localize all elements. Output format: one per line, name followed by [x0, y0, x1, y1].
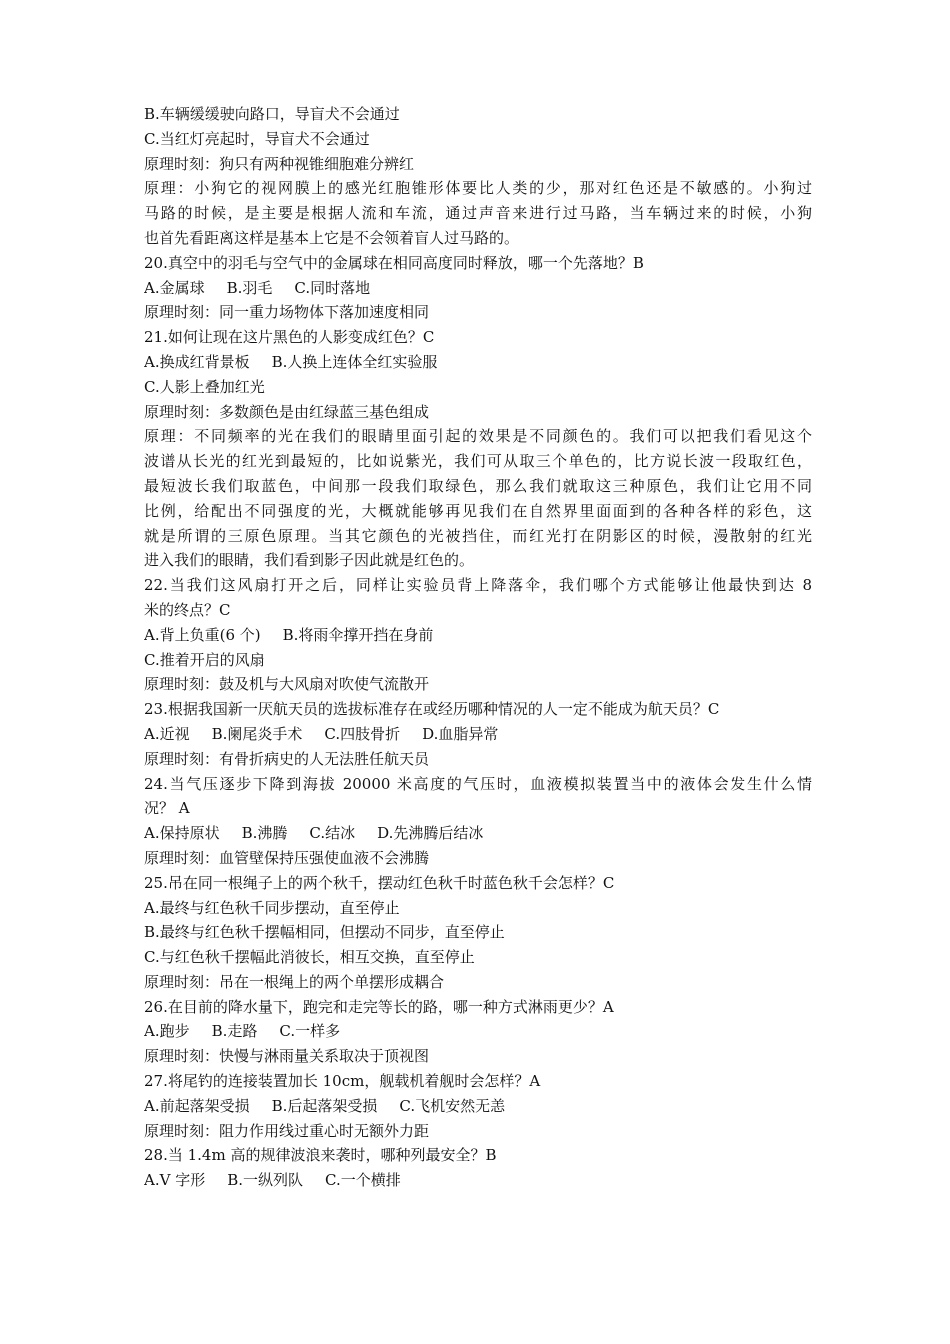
text-line: 原理时刻：多数颜色是由红绿蓝三基色组成	[144, 402, 430, 421]
options-line	[144, 722, 812, 747]
answer-option: B.阑尾炎手术	[211, 724, 303, 743]
text-line: 原理时刻：狗只有两种视锥细胞难分辨红	[144, 154, 415, 173]
text-line: C.当红灯亮起时，导盲犬不会通过	[144, 129, 370, 148]
text-line: 21.如何让现在这片黑色的人影变成红色？C	[144, 328, 435, 347]
text-line: 24.当气压逐步下降到海拔 20000 米高度的气压时，血液模拟装置当中的液体会发生什么情	[144, 774, 812, 793]
answer-option: A.背上负重(6 个)	[144, 625, 261, 644]
text-line: 原理：小狗它的视网膜上的感光红胞锥形体要比人类的少，那对红色还是不敏感的。小狗过	[144, 179, 812, 198]
options-line	[144, 623, 812, 648]
answer-option: A.近视	[144, 724, 190, 743]
options-line	[144, 350, 812, 375]
answer-option: B.沸腾	[241, 824, 288, 843]
answer-option: A.换成红背景板	[144, 352, 250, 371]
text-line: C.人影上叠加红光	[144, 377, 265, 396]
options-line	[144, 821, 812, 846]
text-line: 原理时刻：快慢与淋雨量关系取决于顶视图	[144, 1047, 430, 1066]
text-line: 原理时刻：血管壁保持压强使血液不会沸腾	[144, 848, 430, 867]
text-line: 也首先看距离这样是基本上它是不会领着盲人过马路的。	[144, 228, 520, 247]
options-line	[144, 1168, 812, 1193]
answer-option: A.金属球	[144, 278, 205, 297]
text-line: B.车辆缓缓驶向路口，导盲犬不会通过	[144, 105, 400, 123]
answer-option: B.将雨伞撑开挡在身前	[282, 625, 434, 644]
text-line: 原理时刻：同一重力场物体下落加速度相同	[144, 303, 430, 322]
text-line: B.最终与红色秋千摆幅相同，但摆动不同步，直至停止	[144, 923, 505, 942]
options-line	[144, 1019, 812, 1044]
text-line: 原理时刻：鼓及机与大风扇对吹使气流散开	[144, 675, 430, 694]
answer-option: C.一样多	[279, 1022, 341, 1041]
text-line: 28.当 1.4m 高的规律波浪来袭时，哪种列最安全？B	[144, 1146, 497, 1165]
answer-option: B.羽毛	[226, 278, 273, 297]
text-line: 原理时刻：吊在一根绳上的两个单摆形成耦合	[144, 972, 445, 991]
answer-option: A.跑步	[144, 1022, 190, 1041]
text-line: A.最终与红色秋千同步摆动，直至停止	[144, 898, 400, 917]
text-line: 马路的时候，是主要是根据人流和车流，通过声音来进行过马路，当车辆过来的时候，小狗	[144, 204, 812, 223]
answer-option: B.走路	[211, 1022, 258, 1041]
document-body	[144, 102, 812, 1193]
text-line: 况？ A	[144, 799, 190, 818]
answer-option: C.一个横排	[325, 1171, 401, 1190]
text-line: 27.将尾钓的连接装置加长 10cm，舰载机着舰时会怎样？A	[144, 1072, 541, 1091]
answer-option: B.一纵列队	[227, 1171, 303, 1190]
text-line: 比例，给配出不同强度的光，大概就能够再见我们在自然界里面面到的各种各样的彩色，这	[144, 501, 812, 520]
answer-option: C.飞机安然无恙	[399, 1096, 506, 1115]
text-line: 就是所谓的三原色原理。当其它颜色的光被挡住，而红光打在阴影区的时候，漫散射的红光	[144, 526, 812, 545]
answer-option: C.结冰	[309, 824, 356, 843]
text-line: 22.当我们这风扇打开之后，同样让实验员背上降落伞，我们哪个方式能够让他最快到达 8	[144, 576, 812, 595]
answer-option: D.先沸腾后结冰	[377, 824, 484, 843]
text-line: 原理时刻：有骨折病史的人无法胜任航天员	[144, 749, 430, 768]
text-line: 25.吊在同一根绳子上的两个秋千，摆动红色秋千时蓝色秋千会怎样？C	[144, 873, 615, 892]
answer-option: B.人换上连体全红实验服	[271, 352, 438, 371]
text-line: 23.根据我国新一厌航天员的选拔标准存在或经历哪种情况的人一定不能成为航天员？C	[144, 700, 720, 719]
answer-option: A.前起落架受损	[144, 1096, 250, 1115]
text-line: 26.在目前的降水量下，跑完和走完等长的路，哪一种方式淋雨更少？A	[144, 997, 614, 1016]
text-line: 波谱从长光的红光到最短的，比如说紫光，我们可从取三个单色的，比方说长波一段取红色，	[144, 452, 812, 471]
text-line: 原理时刻：阻力作用线过重心时无额外力距	[144, 1121, 430, 1140]
options-line	[144, 1094, 812, 1119]
text-line: C.推着开启的风扇	[144, 650, 265, 669]
answer-option: A.V 字形	[144, 1171, 206, 1190]
options-line	[144, 276, 812, 301]
answer-option: A.保持原状	[144, 824, 220, 843]
text-line: 20.真空中的羽毛与空气中的金属球在相同高度同时释放，哪一个先落地？B	[144, 253, 644, 272]
text-line: 原理：不同频率的光在我们的眼睛里面引起的效果是不同颜色的。我们可以把我们看见这个	[144, 427, 812, 446]
text-line: C.与红色秋千摆幅此消彼长，相互交换，直至停止	[144, 948, 475, 967]
answer-option: C.四肢骨折	[324, 724, 401, 743]
answer-option: B.后起落架受损	[271, 1096, 378, 1115]
text-line: 最短波长我们取蓝色，中间那一段我们取绿色，那么我们就取这三种原色，我们让它用不同	[144, 476, 812, 495]
answer-option: D.血脂异常	[422, 724, 499, 743]
text-line: 进入我们的眼睛，我们看到影子因此就是红色的。	[144, 551, 475, 570]
answer-option: C.同时落地	[294, 278, 371, 297]
text-line: 米的终点？C	[144, 600, 231, 619]
